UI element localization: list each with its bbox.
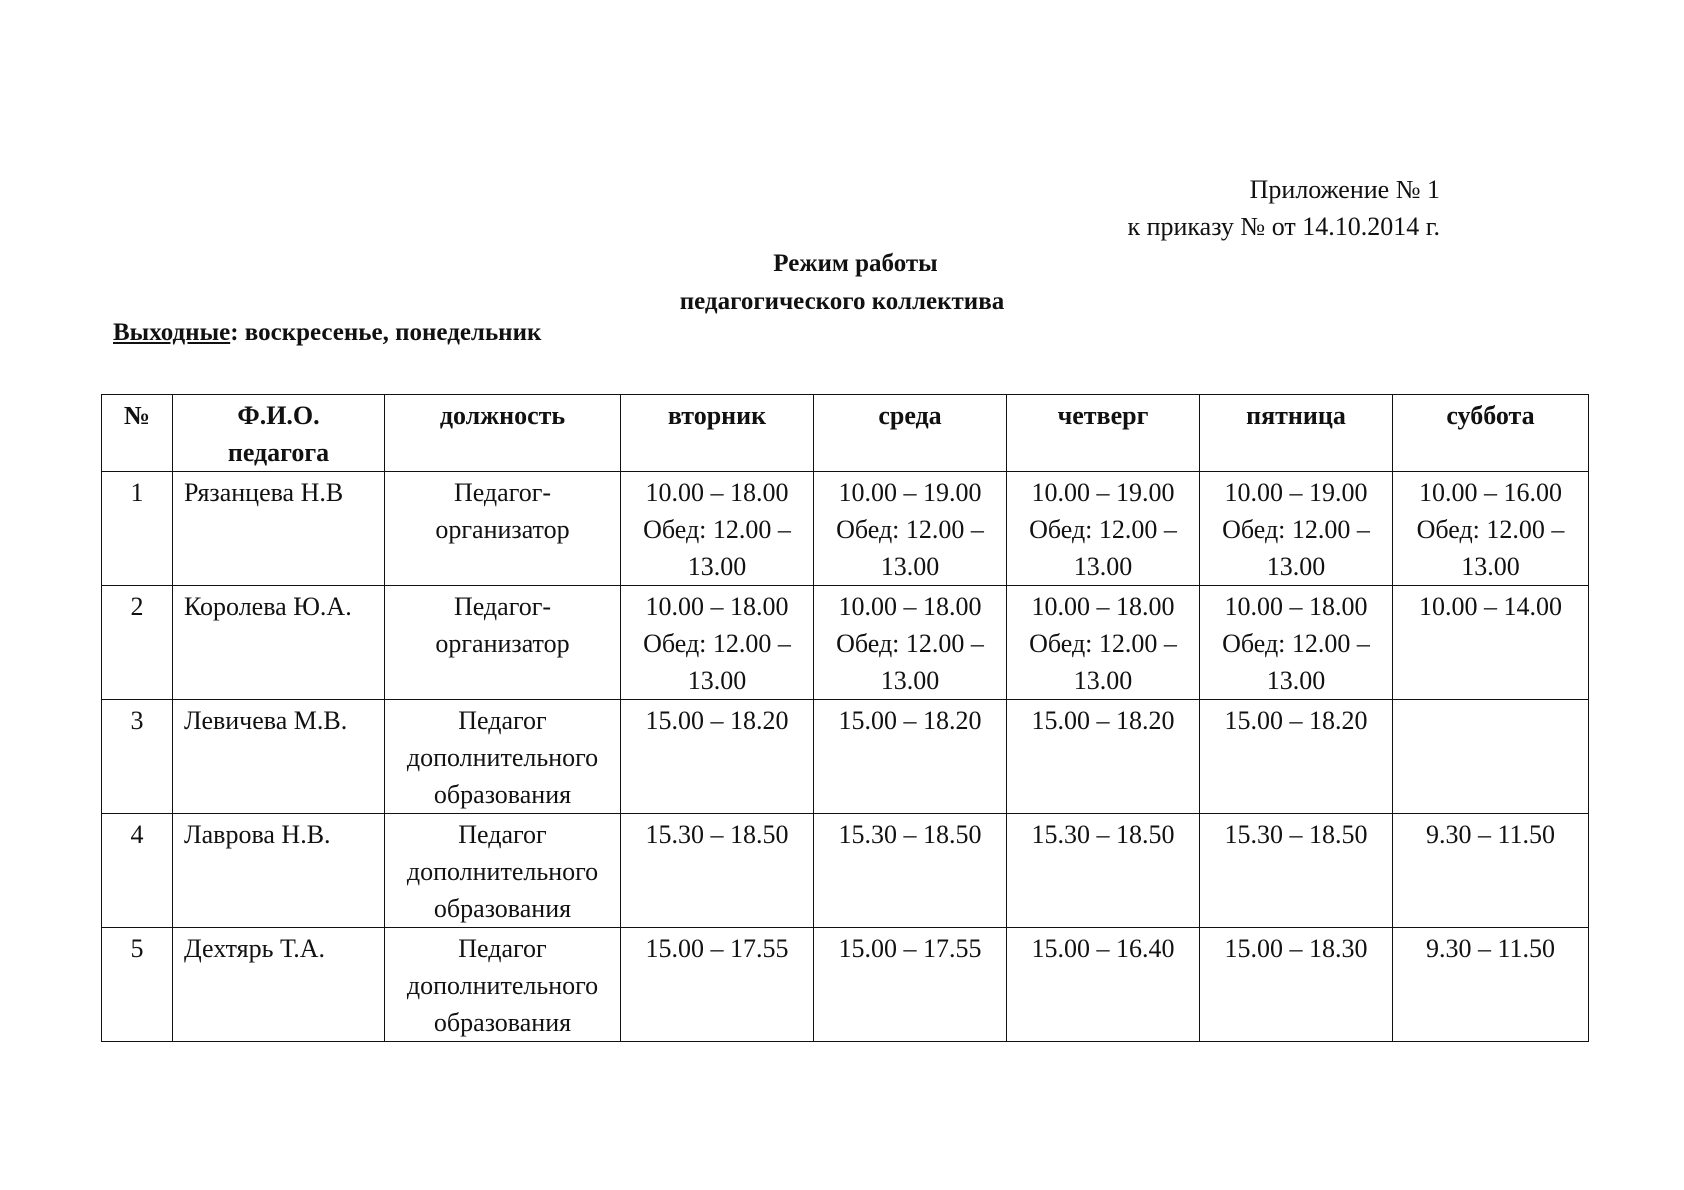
schedule-line: 10.00 – 19.00 — [1224, 478, 1368, 507]
position-line: образования — [433, 894, 572, 923]
schedule-line: 13.00 — [1073, 552, 1133, 581]
schedule-line: 10.00 – 19.00 — [1031, 478, 1175, 507]
schedule-cell-wed — [814, 928, 1007, 1042]
schedule-cell-wed — [814, 700, 1007, 814]
table-body — [102, 472, 1589, 1042]
schedule-line: 15.00 – 18.20 — [838, 706, 982, 735]
schedule-line: 15.00 – 18.20 — [1031, 706, 1175, 735]
table-row — [102, 472, 1589, 586]
schedule-line: 15.00 – 17.55 — [838, 934, 982, 963]
teacher-position — [385, 814, 621, 928]
appendix-number: Приложение № 1 — [1249, 175, 1440, 204]
position-line: Педагог- — [453, 592, 552, 621]
days-off-label: Выходные — [113, 319, 231, 346]
schedule-cell-sat — [1393, 928, 1589, 1042]
schedule-line: 15.00 – 18.20 — [645, 706, 789, 735]
teacher-position — [385, 928, 621, 1042]
schedule-cell-fri — [1200, 700, 1393, 814]
document-title — [0, 245, 1684, 321]
header-thursday: четверг — [1007, 395, 1200, 472]
schedule-line: 15.30 – 18.50 — [838, 820, 982, 849]
schedule-line: 13.00 — [1266, 666, 1326, 695]
teacher-position — [385, 586, 621, 700]
schedule-cell-sat — [1393, 814, 1589, 928]
schedule-cell-thu — [1007, 814, 1200, 928]
header-fio-line-2: педагога — [227, 438, 330, 467]
schedule-cell-wed — [814, 814, 1007, 928]
header-fio-line-1: Ф.И.О. — [237, 401, 320, 430]
position-line: дополнительного — [406, 971, 599, 1000]
row-number: 5 — [102, 928, 173, 1042]
teacher-position — [385, 700, 621, 814]
schedule-line: Обед: 12.00 – — [1029, 515, 1177, 544]
schedule-line: 15.00 – 18.30 — [1224, 934, 1368, 963]
schedule-cell-fri — [1200, 814, 1393, 928]
schedule-cell-tue — [621, 700, 814, 814]
table-row — [102, 814, 1589, 928]
schedule-line: 10.00 – 18.00 — [645, 478, 789, 507]
schedule-line: 10.00 – 18.00 — [1224, 592, 1368, 621]
schedule-line: 13.00 — [1266, 552, 1326, 581]
order-reference: к приказу № от 14.10.2014 г. — [1127, 212, 1440, 241]
schedule-line: 15.00 – 17.55 — [645, 934, 789, 963]
teacher-name: Лаврова Н.В. — [173, 814, 385, 928]
header-friday: пятница — [1200, 395, 1393, 472]
schedule-cell-tue — [621, 472, 814, 586]
appendix-note — [1127, 171, 1440, 245]
table-row — [102, 586, 1589, 700]
schedule-line: 10.00 – 18.00 — [1031, 592, 1175, 621]
position-line: Педагог- — [453, 478, 552, 507]
schedule-cell-thu — [1007, 700, 1200, 814]
schedule-line: 15.30 – 18.50 — [645, 820, 789, 849]
schedule-line: Обед: 12.00 – — [836, 629, 984, 658]
header-num: № — [102, 395, 173, 472]
title-line-1: Режим работы — [773, 250, 938, 277]
header-fio — [173, 395, 385, 472]
work-schedule-table — [101, 394, 1589, 1042]
schedule-line: 13.00 — [880, 552, 940, 581]
position-line: Педагог — [458, 706, 547, 735]
schedule-cell-tue — [621, 928, 814, 1042]
position-line: организатор — [435, 629, 570, 658]
row-number: 3 — [102, 700, 173, 814]
schedule-line: 10.00 – 16.00 — [1419, 478, 1562, 507]
schedule-line: 15.00 – 18.20 — [1224, 706, 1368, 735]
header-position: должность — [385, 395, 621, 472]
row-number: 2 — [102, 586, 173, 700]
schedule-line: 10.00 – 14.00 — [1419, 592, 1562, 621]
schedule-line: 13.00 — [687, 552, 747, 581]
schedule-line: Обед: 12.00 – — [1222, 629, 1370, 658]
table-row — [102, 700, 1589, 814]
days-off-value: : воскресенье, понедельник — [230, 319, 542, 346]
schedule-line: 13.00 — [1073, 666, 1133, 695]
schedule-line: 15.30 – 18.50 — [1224, 820, 1368, 849]
header-wednesday: среда — [814, 395, 1007, 472]
header-saturday: суббота — [1393, 395, 1589, 472]
position-line: дополнительного — [406, 857, 599, 886]
schedule-cell-thu — [1007, 928, 1200, 1042]
schedule-cell-thu — [1007, 586, 1200, 700]
schedule-cell-wed — [814, 586, 1007, 700]
row-number: 1 — [102, 472, 173, 586]
position-line: организатор — [435, 515, 570, 544]
position-line: образования — [433, 780, 572, 809]
schedule-cell-fri — [1200, 472, 1393, 586]
position-line: Педагог — [458, 820, 547, 849]
schedule-cell-sat — [1393, 700, 1589, 814]
schedule-line: Обед: 12.00 – — [1222, 515, 1370, 544]
position-line: образования — [433, 1008, 572, 1037]
schedule-line: 10.00 – 18.00 — [645, 592, 789, 621]
header-tuesday: вторник — [621, 395, 814, 472]
title-line-2: педагогического коллектива — [679, 288, 1005, 315]
schedule-line: Обед: 12.00 – — [836, 515, 984, 544]
teacher-name: Рязанцева Н.В — [173, 472, 385, 586]
schedule-cell-fri — [1200, 586, 1393, 700]
schedule-line: 10.00 – 18.00 — [838, 592, 982, 621]
schedule-line: 9.30 – 11.50 — [1425, 934, 1556, 963]
schedule-cell-fri — [1200, 928, 1393, 1042]
schedule-line: Обед: 12.00 – — [1029, 629, 1177, 658]
schedule-cell-tue — [621, 814, 814, 928]
position-line: дополнительного — [406, 743, 599, 772]
schedule-cell-thu — [1007, 472, 1200, 586]
row-number: 4 — [102, 814, 173, 928]
schedule-cell-wed — [814, 472, 1007, 586]
teacher-name: Королева Ю.А. — [173, 586, 385, 700]
schedule-line: Обед: 12.00 – — [643, 629, 791, 658]
table-header-row — [102, 395, 1589, 472]
teacher-name: Дехтярь Т.А. — [173, 928, 385, 1042]
schedule-line: Обед: 12.00 – — [1416, 515, 1565, 544]
schedule-line: 13.00 — [880, 666, 940, 695]
table-row — [102, 928, 1589, 1042]
schedule-line: 13.00 — [687, 666, 747, 695]
schedule-cell-tue — [621, 586, 814, 700]
schedule-line: 15.30 – 18.50 — [1031, 820, 1175, 849]
schedule-line: 13.00 — [1461, 552, 1520, 581]
schedule-line: 15.00 – 16.40 — [1031, 934, 1175, 963]
days-off — [113, 319, 541, 347]
teacher-name: Левичева М.В. — [173, 700, 385, 814]
schedule-line: 10.00 – 19.00 — [838, 478, 982, 507]
schedule-cell-sat — [1393, 472, 1589, 586]
position-line: Педагог — [458, 934, 547, 963]
schedule-cell-sat — [1393, 586, 1589, 700]
teacher-position — [385, 472, 621, 586]
schedule-line: Обед: 12.00 – — [643, 515, 791, 544]
schedule-line: 9.30 – 11.50 — [1425, 820, 1556, 849]
